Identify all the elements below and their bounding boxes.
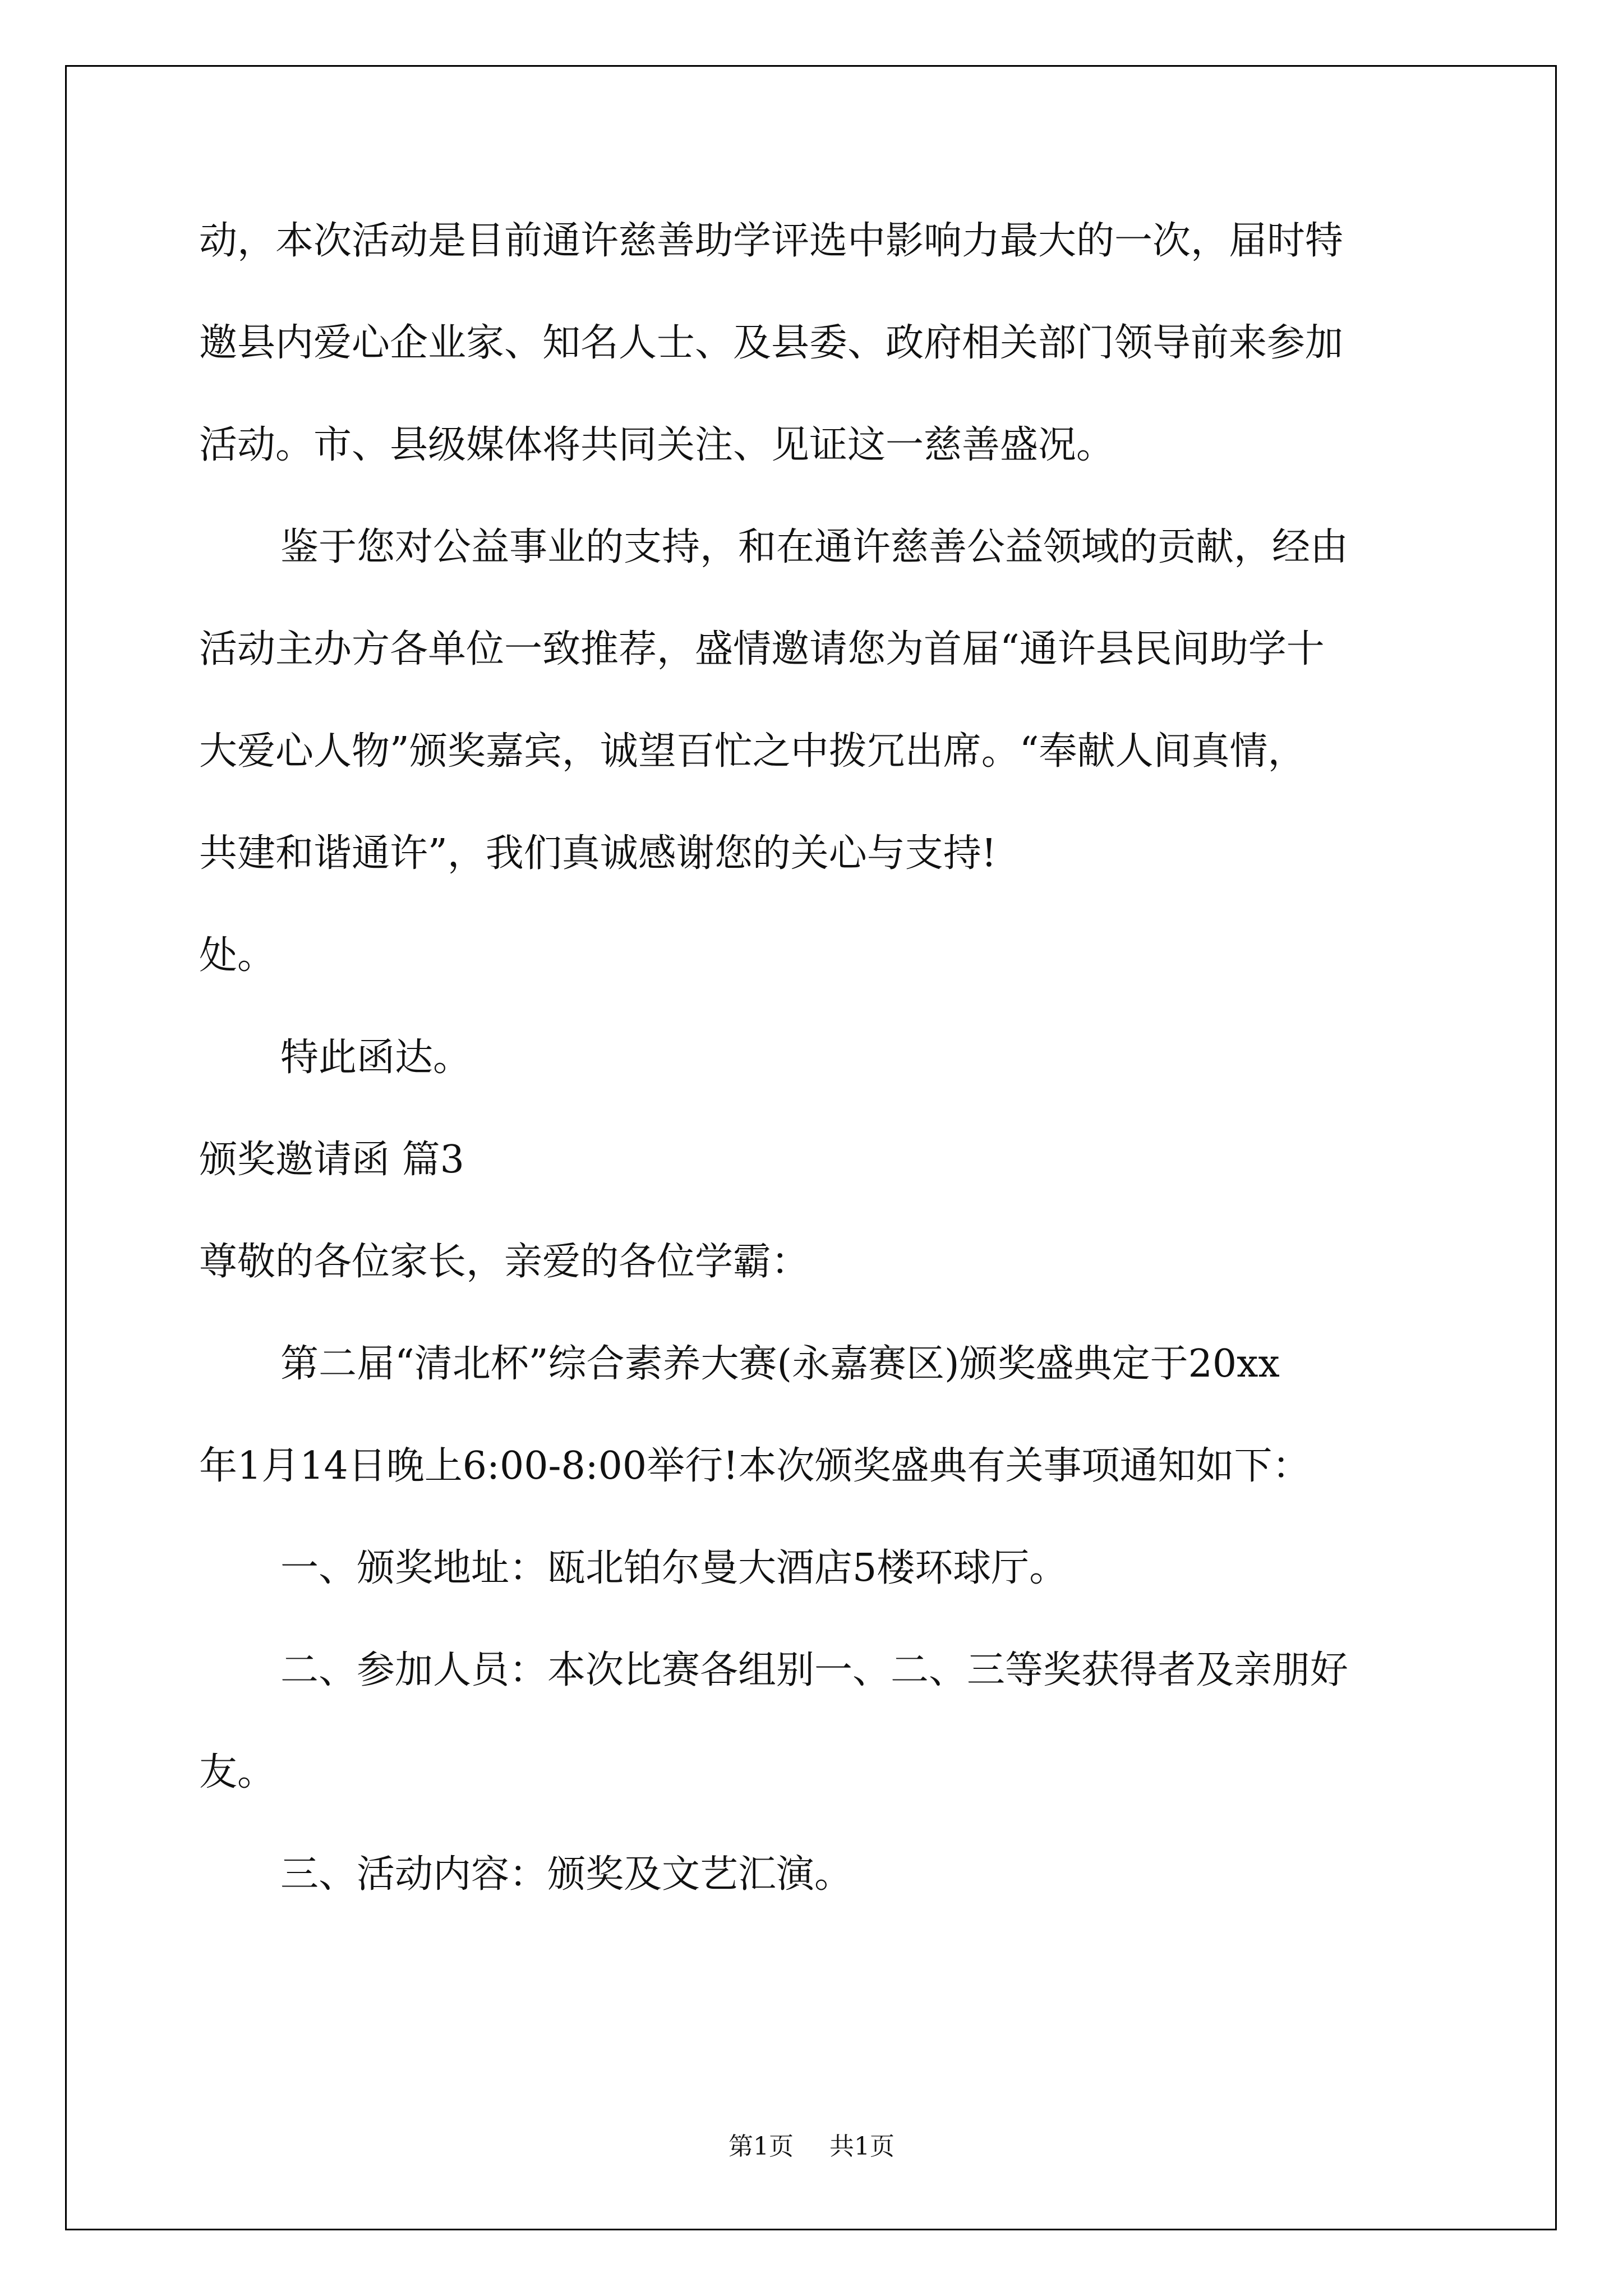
body-line-1: 动，本次活动是目前通许慈善助学评选中影响力最大的一次，届时特 (199, 219, 1344, 263)
closing-line: 特此函达。 (280, 1036, 472, 1080)
section-heading: 颁奖邀请函 篇3 (199, 1138, 464, 1182)
document-body (199, 213, 1438, 1949)
body-line-5: 活动主办方各单位一致推荐，盛情邀请您为首届“通许县民间助学十 (199, 627, 1325, 671)
body-line-12: 第二届“清北杯”综合素养大赛(永嘉赛区)颁奖盛典定于20xx (280, 1342, 1280, 1386)
item-participants-cont: 友。 (199, 1750, 276, 1795)
item-activities: 三、活动内容：颁奖及文艺汇演。 (280, 1852, 853, 1897)
body-line-8: 处。 (199, 933, 276, 978)
body-line-2: 邀县内爱心企业家、知名人士、及县委、政府相关部门领导前来参加 (199, 321, 1344, 365)
body-line-4: 鉴于您对公益事业的支持，和在通许慈善公益领域的贡献，经由 (280, 525, 1349, 569)
salutation: 尊敬的各位家长，亲爱的各位学霸： (199, 1240, 810, 1284)
page-number-total: 共1页 (829, 2132, 895, 2161)
item-participants: 二、参加人员：本次比赛各组别一、二、三等奖获得者及亲朋好 (280, 1648, 1349, 1692)
body-line-13: 年1月14日晚上6:00-8:00举行!本次颁奖盛典有关事项通知如下： (199, 1444, 1311, 1488)
body-line-7: 共建和谐通许”，我们真诚感谢您的关心与支持! (199, 831, 997, 876)
body-line-3: 活动。市、县级媒体将共同关注、见证这一慈善盛况。 (199, 423, 1115, 467)
page-footer (0, 2126, 1623, 2162)
body-line-6: 大爱心人物”颁奖嘉宾，诚望百忙之中拨冗出席。“奉献人间真情， (199, 729, 1306, 774)
page-number-current: 第1页 (728, 2132, 794, 2161)
item-venue: 一、颁奖地址：瓯北铂尔曼大酒店5楼环球厅。 (280, 1546, 1068, 1590)
